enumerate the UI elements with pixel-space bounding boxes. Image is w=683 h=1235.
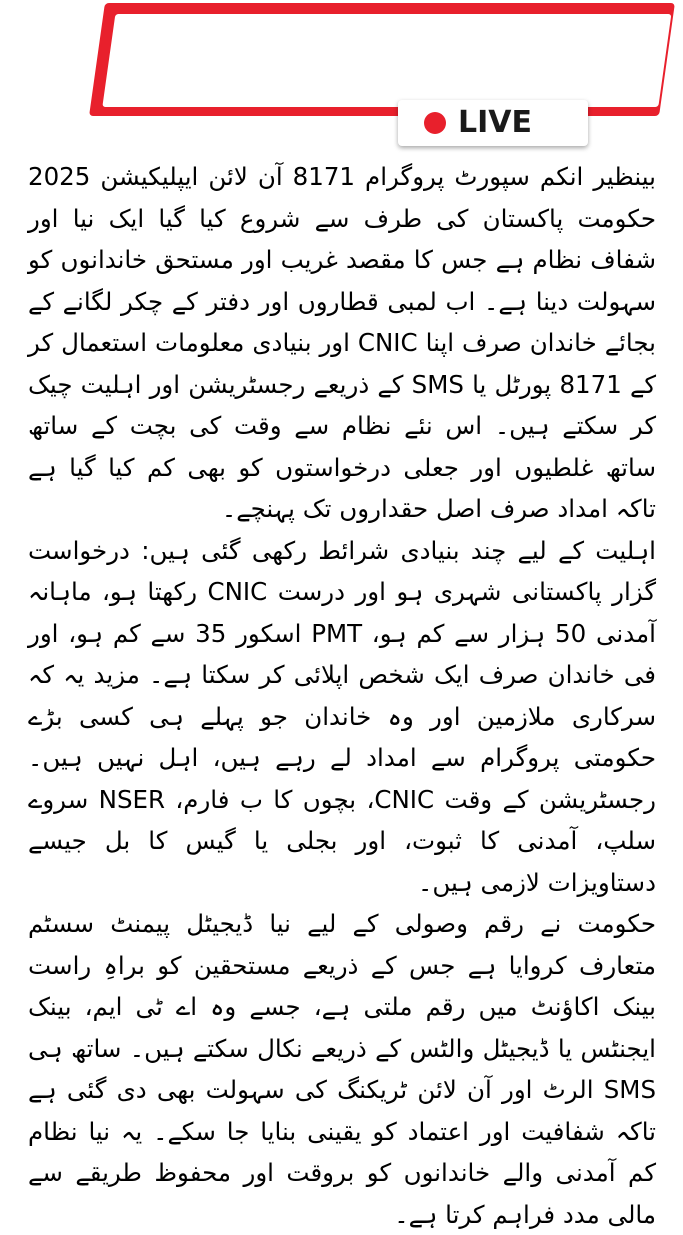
- article-paragraph-3: حکومت نے رقم وصولی کے لیے نیا ڈیجیٹل پیمنٹ سسٹم متعارف کروایا ہے جس کے ذریعے مستحقین کو براہِ راست بینک اکاؤنٹ میں رقم ملتی ہے، جسے وہ اے ٹی ایم، بینک ایجنٹس یا ڈیجیٹل والٹس کے ذریعے نکال سکتے ہیں۔ ساتھ ہی SMS الرٹ اور آن لائن ٹریکنگ کی سہولت بھی دی گئی ہے تاکہ شفافیت اور اعتماد کو یقینی بنایا جا سکے۔ یہ نیا نظام کم آمدنی والے خاندانوں کو بروقت اور محفوظ طریقے سے مالی مدد فراہم کرتا ہے۔: [28, 909, 656, 1229]
- breaking-banner: [0, 0, 683, 150]
- article-paragraph-2: اہلیت کے لیے چند بنیادی شرائط رکھی گئی ہیں: درخواست گزار پاکستانی شہری ہو اور درست CNIC رکھتا ہو، ماہانہ آمدنی 50 ہزار سے کم ہو، PMT اسکور 35 سے کم ہو، اور فی خاندان صرف ایک شخص اپلائی کر سکتا ہے۔ مزید یہ کہ سرکاری ملازمین اور وہ خاندان جو پہلے ہی کسی بڑے حکومتی پروگرام سے امداد لے رہے ہیں، اہل نہیں ہیں۔ رجسٹریشن کے وقت CNIC، بچوں کا ب فارم، NSER سروے سلپ، آمدنی کا ثبوت، اور بجلی یا گیس کا بل جیسے دستاویزات لازمی ہیں۔: [28, 535, 656, 897]
- live-badge: [398, 100, 588, 146]
- article-paragraph-1: بینظیر انکم سپورٹ پروگرام 8171 آن لائن ایپلیکیشن 2025 حکومت پاکستان کی طرف سے شروع کیا گیا ایک نیا اور شفاف نظام ہے جس کا مقصد غریب اور مستحق خاندانوں کو سہولت دینا ہے۔ اب لمبی قطاروں اور دفتر کے چکر لگانے کے بجائے خاندان صرف اپنا CNIC اور بنیادی معلومات استعمال کر کے 8171 پورٹل یا SMS کے ذریعے رجسٹریشن اور اہلیت چیک کر سکتے ہیں۔ اس نئے نظام سے وقت کی بچت کے ساتھ ساتھ غلطیوں اور جعلی درخواستوں کو بھی کم کیا گیا ہے تاکہ امداد صرف اصل حقداروں تک پہنچے۔: [28, 162, 657, 523]
- live-dot-icon: [424, 112, 446, 134]
- article-body: [28, 156, 657, 1229]
- live-label: LIVE: [458, 105, 532, 140]
- banner-title: BREAKING: [155, 15, 581, 99]
